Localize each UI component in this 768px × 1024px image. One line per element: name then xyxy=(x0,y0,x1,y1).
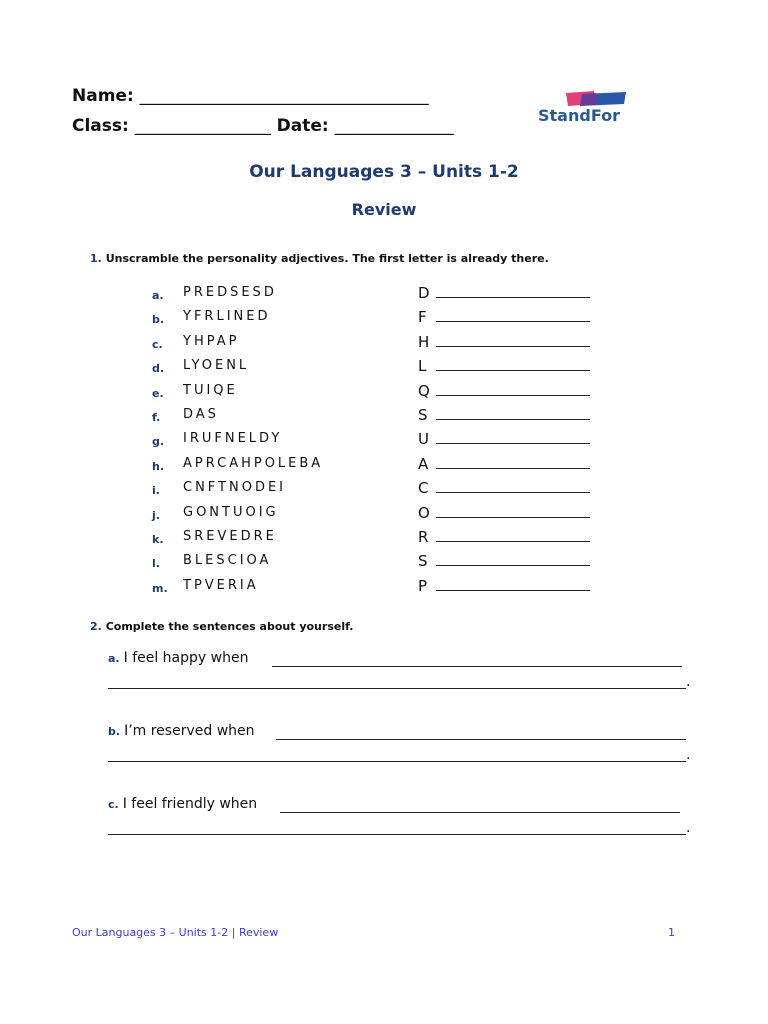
answer-field xyxy=(418,527,590,546)
answer-line[interactable] xyxy=(280,798,680,813)
first-letter: A xyxy=(418,454,429,473)
logo-text: StandFor xyxy=(538,106,620,125)
class-field[interactable]: ________________ xyxy=(134,116,271,136)
sentence-label: a. xyxy=(108,652,120,665)
scrambled-word: GONTUOIG xyxy=(183,504,279,520)
item-label: h. xyxy=(152,459,165,473)
first-letter: O xyxy=(418,503,430,522)
sentence-c xyxy=(108,796,257,812)
scrambled-word: TPVERIA xyxy=(183,577,259,593)
first-letter: Q xyxy=(418,381,430,400)
unscramble-item xyxy=(0,332,768,356)
unscramble-item xyxy=(0,527,768,551)
answer-line[interactable] xyxy=(436,307,590,322)
standfor-logo xyxy=(538,90,630,130)
name-label: Name: xyxy=(72,86,134,106)
answer-line[interactable] xyxy=(436,527,590,542)
unscramble-item xyxy=(0,405,768,429)
item-label: f. xyxy=(152,411,161,424)
scrambled-word: DAS xyxy=(183,407,219,422)
scrambled-word: YHPAP xyxy=(183,333,240,349)
item-label: m. xyxy=(152,581,168,595)
answer-line[interactable] xyxy=(436,283,590,298)
answer-line[interactable] xyxy=(436,429,590,444)
first-letter: D xyxy=(418,284,430,302)
scrambled-word: YFRLINED xyxy=(183,309,271,325)
sentence-end: . xyxy=(686,820,691,836)
unscramble-item xyxy=(0,356,768,380)
answer-line[interactable] xyxy=(436,576,590,591)
answer-line[interactable] xyxy=(108,749,686,762)
item-label: c. xyxy=(152,337,163,351)
answer-field xyxy=(418,381,590,400)
date-field[interactable]: ______________ xyxy=(334,116,454,136)
item-label: a. xyxy=(152,289,164,302)
unscramble-item xyxy=(0,381,768,405)
scrambled-word: APRCAHPOLEBA xyxy=(183,455,324,471)
first-letter: U xyxy=(418,430,429,449)
section2-number: 2. xyxy=(90,620,102,633)
section1-instruction xyxy=(90,252,549,265)
class-date-row xyxy=(72,116,454,136)
answer-line[interactable] xyxy=(272,652,682,667)
unscramble-item xyxy=(0,307,768,331)
answer-line[interactable] xyxy=(436,356,590,371)
scrambled-word: TUIQE xyxy=(183,382,238,398)
name-field[interactable]: __________________________________ xyxy=(139,86,429,106)
answer-line[interactable] xyxy=(276,725,686,740)
answer-field xyxy=(418,454,590,473)
page-number: 1 xyxy=(668,926,675,939)
unscramble-item xyxy=(0,576,768,600)
name-row xyxy=(72,86,429,106)
first-letter: R xyxy=(418,528,429,546)
sentence-label: b. xyxy=(108,725,121,738)
scrambled-word: IRUFNELDY xyxy=(183,431,283,447)
answer-line[interactable] xyxy=(436,551,590,566)
item-label: i. xyxy=(152,484,160,498)
unscramble-item xyxy=(0,478,768,502)
answer-field xyxy=(418,576,590,595)
scrambled-word: SREVEDRE xyxy=(183,529,277,544)
answer-line[interactable] xyxy=(436,478,590,493)
unscramble-item xyxy=(0,454,768,478)
item-label: l. xyxy=(152,557,160,571)
section1-number: 1. xyxy=(90,252,102,265)
sentence-label: c. xyxy=(108,798,119,811)
first-letter: S xyxy=(418,552,428,571)
item-label: d. xyxy=(152,362,165,376)
sentence-end: . xyxy=(686,747,691,763)
answer-field xyxy=(418,356,590,375)
date-label: Date: xyxy=(276,116,329,136)
section2-text: Complete the sentences about yourself xyxy=(105,620,350,633)
unscramble-item xyxy=(0,429,768,453)
scrambled-word: LYOENL xyxy=(183,358,250,374)
answer-line[interactable] xyxy=(108,822,686,835)
item-label: g. xyxy=(152,435,165,449)
sentence-end: . xyxy=(686,674,691,690)
item-label: k. xyxy=(152,533,164,546)
sentence-a xyxy=(108,650,248,666)
unscramble-item xyxy=(0,551,768,575)
scrambled-word: BLESCIOA xyxy=(183,553,272,569)
answer-field xyxy=(418,283,590,302)
footer-text: Our Languages 3 – Units 1-2 | Review xyxy=(72,926,279,939)
class-label: Class: xyxy=(72,116,129,136)
answer-line[interactable] xyxy=(436,503,590,518)
answer-field xyxy=(418,307,590,326)
section2-period: . xyxy=(349,620,354,633)
section2-instruction xyxy=(90,620,353,633)
item-label: j. xyxy=(152,508,160,522)
answer-line[interactable] xyxy=(436,454,590,469)
answer-line[interactable] xyxy=(108,676,686,689)
first-letter: C xyxy=(418,479,429,498)
unscramble-item xyxy=(0,283,768,307)
scrambled-word: CNFTNODEI xyxy=(183,480,287,496)
answer-field xyxy=(418,503,590,522)
answer-field xyxy=(418,429,590,448)
unscramble-item xyxy=(0,503,768,527)
answer-field xyxy=(418,332,590,351)
first-letter: S xyxy=(418,406,428,424)
answer-field xyxy=(418,551,590,570)
first-letter: P xyxy=(418,576,428,595)
sentence-text: I feel friendly when xyxy=(122,796,258,812)
page-title: Our Languages 3 – Units 1-2 xyxy=(249,162,519,182)
answer-field xyxy=(418,478,590,497)
item-label: b. xyxy=(152,313,165,327)
answer-field xyxy=(418,405,590,424)
page-subtitle: Review xyxy=(351,200,417,219)
answer-line[interactable] xyxy=(436,405,590,420)
section1-text: Unscramble the personality adjectives. The first letter is already there. xyxy=(105,252,549,265)
sentence-text: I’m reserved when xyxy=(124,723,255,739)
scrambled-word: PREDSESD xyxy=(183,285,277,300)
answer-line[interactable] xyxy=(436,381,590,396)
first-letter: F xyxy=(418,308,427,327)
sentence-text: I feel happy when xyxy=(123,650,249,666)
first-letter: H xyxy=(418,332,430,351)
first-letter: L xyxy=(418,357,427,376)
answer-line[interactable] xyxy=(436,332,590,347)
sentence-b xyxy=(108,723,255,739)
item-label: e. xyxy=(152,386,164,400)
